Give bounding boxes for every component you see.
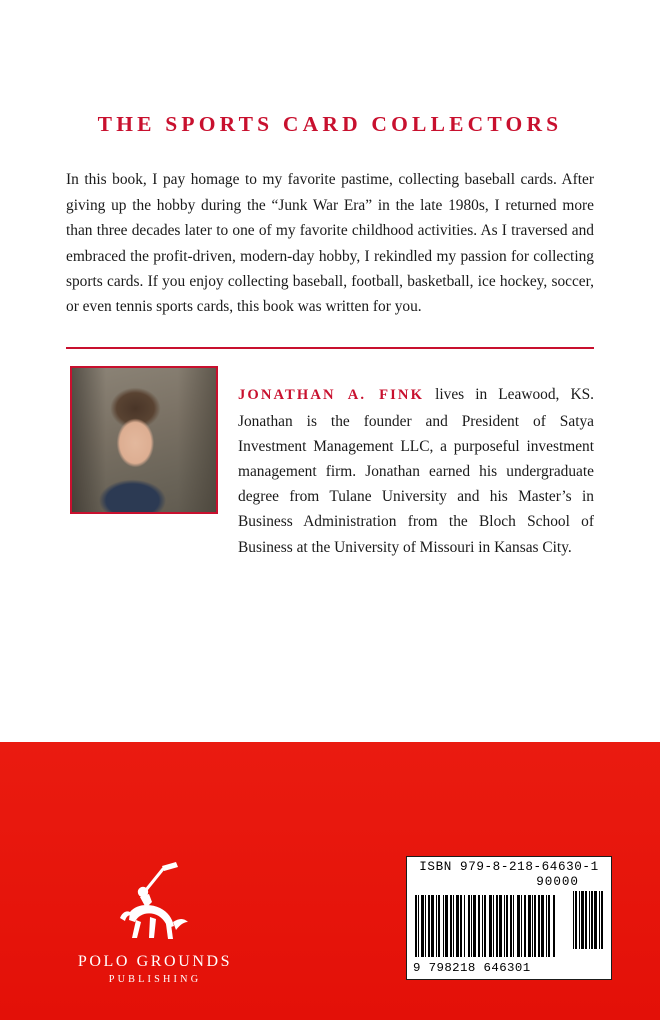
- publisher-subtitle: PUBLISHING: [108, 974, 202, 985]
- author-photo: [70, 366, 218, 514]
- author-bio: [238, 382, 594, 559]
- section-divider: [66, 347, 594, 349]
- author-bio-text: lives in Leawood, KS. Jonathan is the founder and President of Satya Investment Management LLC, a purposeful investment management firm. Jonathan earned his undergraduate degree from Tulane University and his Master’s in Business Administration from the Bloch School of Business at the University of Missouri in Kansas City.: [238, 386, 594, 556]
- cover-footer: [0, 742, 660, 1020]
- photo-shadow-right: [178, 368, 216, 512]
- author-name: JONATHAN A. FINK: [238, 387, 425, 404]
- author-portrait-image: [72, 368, 216, 512]
- barcode-digits: 9 798218 646301: [413, 961, 531, 975]
- page-title: THE SPORTS CARD COLLECTORS: [97, 112, 563, 136]
- publisher-name: POLO GROUNDS: [77, 953, 233, 970]
- book-description: In this book, I pay homage to my favorite pastime, collecting baseball cards. After giving up the hobby during the “Junk War Era” in the late 1980s, I returned more than three decades later to one of my favorite childhood activities. As I traversed and embraced the profit-driven, modern-day hobby, I rekindled my passion for collecting sports cards. If you enjoy collecting baseball, football, basketball, ice hockey, soccer, or even tennis sports cards, this book was written for you.: [66, 171, 594, 316]
- publisher-block: [60, 860, 250, 985]
- barcode-addon-bars: [573, 891, 605, 949]
- polo-player-icon: [116, 860, 194, 942]
- photo-shadow-left: [72, 368, 106, 512]
- price-code: 90000: [536, 875, 579, 889]
- isbn-text: ISBN 979-8-218-64630-1: [419, 860, 599, 874]
- barcode: [406, 856, 612, 980]
